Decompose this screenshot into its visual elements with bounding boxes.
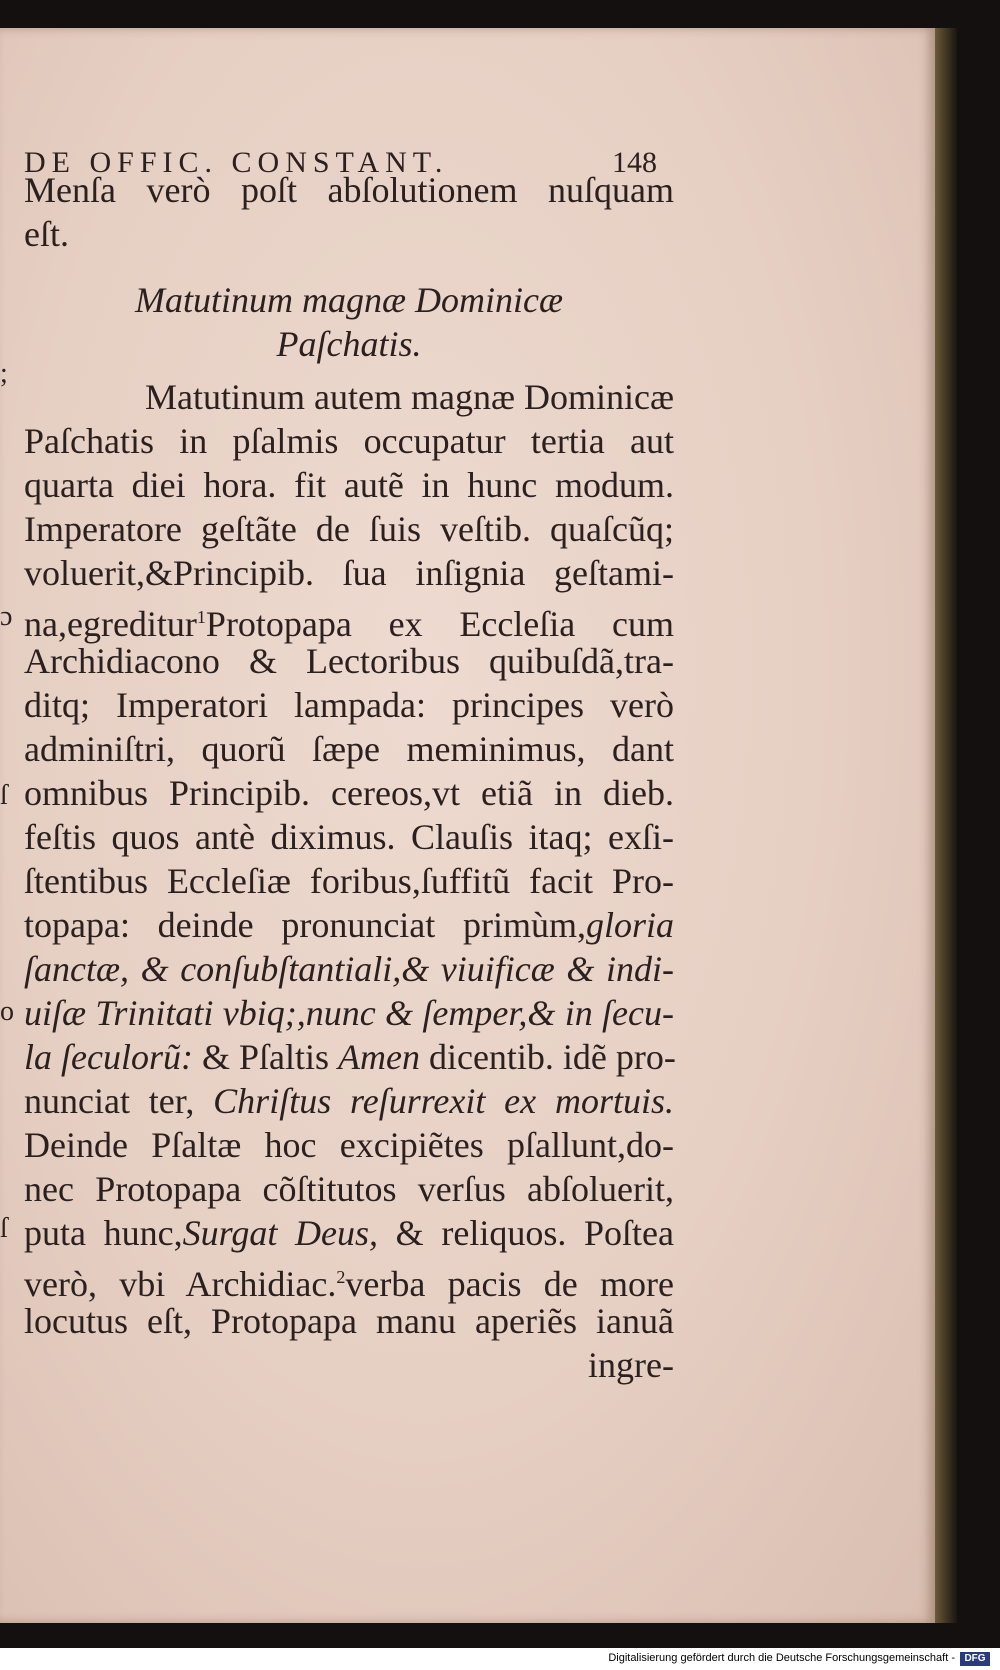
text-line (24, 1211, 674, 1255)
text-line: ditq; Imperatori lampada: principes verò (24, 685, 674, 725)
margin-mark: ɔ (0, 601, 13, 632)
text-span: Surgat Deus, (182, 1213, 378, 1253)
text-span: topapa: deinde pronunciat primùm, (24, 905, 586, 945)
text-line: uiſæ Trinitati vbiq;,nunc & ſemper,& in ſecu- (24, 993, 674, 1033)
text-span: dicentib. idẽ pro- (428, 1037, 676, 1077)
book-page (0, 28, 935, 1623)
text-line: Matutinum autem magnæ Dominicæ (145, 377, 674, 417)
text-line: Paſchatis in pſalmis occupatur tertia aut (24, 421, 674, 461)
margin-mark: ; (0, 358, 8, 389)
text-line: Menſa verò poſt abſolutionem nuſquam (24, 170, 674, 210)
text-line: locutus eſt, Protopapa manu aperiẽs ianuã (24, 1301, 674, 1341)
page-edge (935, 28, 957, 1623)
catchword: ingre- (588, 1345, 674, 1385)
text-line: nec Protopapa cõſtitutos verſus abſoluerit, (24, 1169, 674, 1209)
text-span: verba pacis de more (345, 1264, 674, 1304)
text-line: Imperatore geſtãte de ſuis veſtib. quaſcũq; (24, 509, 674, 549)
text-span: Protopapa ex Eccleſia cum (205, 604, 674, 644)
text-span: la ſeculorũ: (24, 1037, 193, 1077)
text-span: & Pſaltis (201, 1037, 329, 1077)
note-mark: 2 (336, 1267, 346, 1287)
text-line (24, 1035, 674, 1079)
text-line: Deinde Pſaltæ hoc excipiẽtes pſallunt,do- (24, 1125, 674, 1165)
text-span: nunciat ter, (24, 1081, 195, 1121)
text-span: Amen (338, 1037, 420, 1077)
text-span: na,egreditur (24, 604, 197, 644)
text-span: & reliquos. Poſtea (395, 1213, 674, 1253)
text-line: ſanctæ, & conſubſtantiali,& viuificæ & indi- (24, 949, 674, 989)
running-head: DE OFFIC. CONSTANT. (24, 146, 449, 179)
text-line: quarta diei hora. fit autẽ in hunc modum. (24, 465, 674, 505)
margin-mark: o (0, 996, 14, 1027)
text-span: puta hunc, (24, 1213, 183, 1253)
section-heading: Matutinum magnæ Dominicæ (135, 280, 563, 320)
text-line: ſtentibus Eccleſiæ foribus,ſuffitũ facit Pro- (24, 861, 674, 901)
page-number: 148 (612, 146, 657, 179)
text-line: omnibus Principib. cereos,vt etiã in dieb. (24, 773, 674, 813)
margin-mark: ſ (0, 780, 8, 811)
text-span: verò, vbi Archidiac. (24, 1264, 337, 1304)
footer-credit: Digitalisierung gefördert durch die Deutsche Forschungsgemeinschaft - (608, 1652, 955, 1664)
text-line: eſt. (24, 214, 69, 254)
text-span: gloria (585, 905, 674, 945)
text-line (24, 1079, 674, 1123)
text-line (24, 903, 674, 947)
text-line: feſtis quos antè diximus. Clauſis itaq; exſi- (24, 817, 674, 857)
note-mark: 1 (196, 607, 206, 627)
margin-mark: ſ (0, 1213, 8, 1244)
text-line: voluerit,&Principib. ſua inſignia geſtami- (24, 553, 674, 593)
dfg-logo: DFG (960, 1652, 990, 1666)
section-heading: Paſchatis. (276, 324, 422, 364)
text-line: Archidiacono & Lectoribus quibuſdã,tra- (24, 641, 674, 681)
text-line: adminiſtri, quorũ ſæpe meminimus, dant (24, 729, 674, 769)
text-span: Chriſtus reſurrexit ex mortuis. (213, 1081, 674, 1121)
